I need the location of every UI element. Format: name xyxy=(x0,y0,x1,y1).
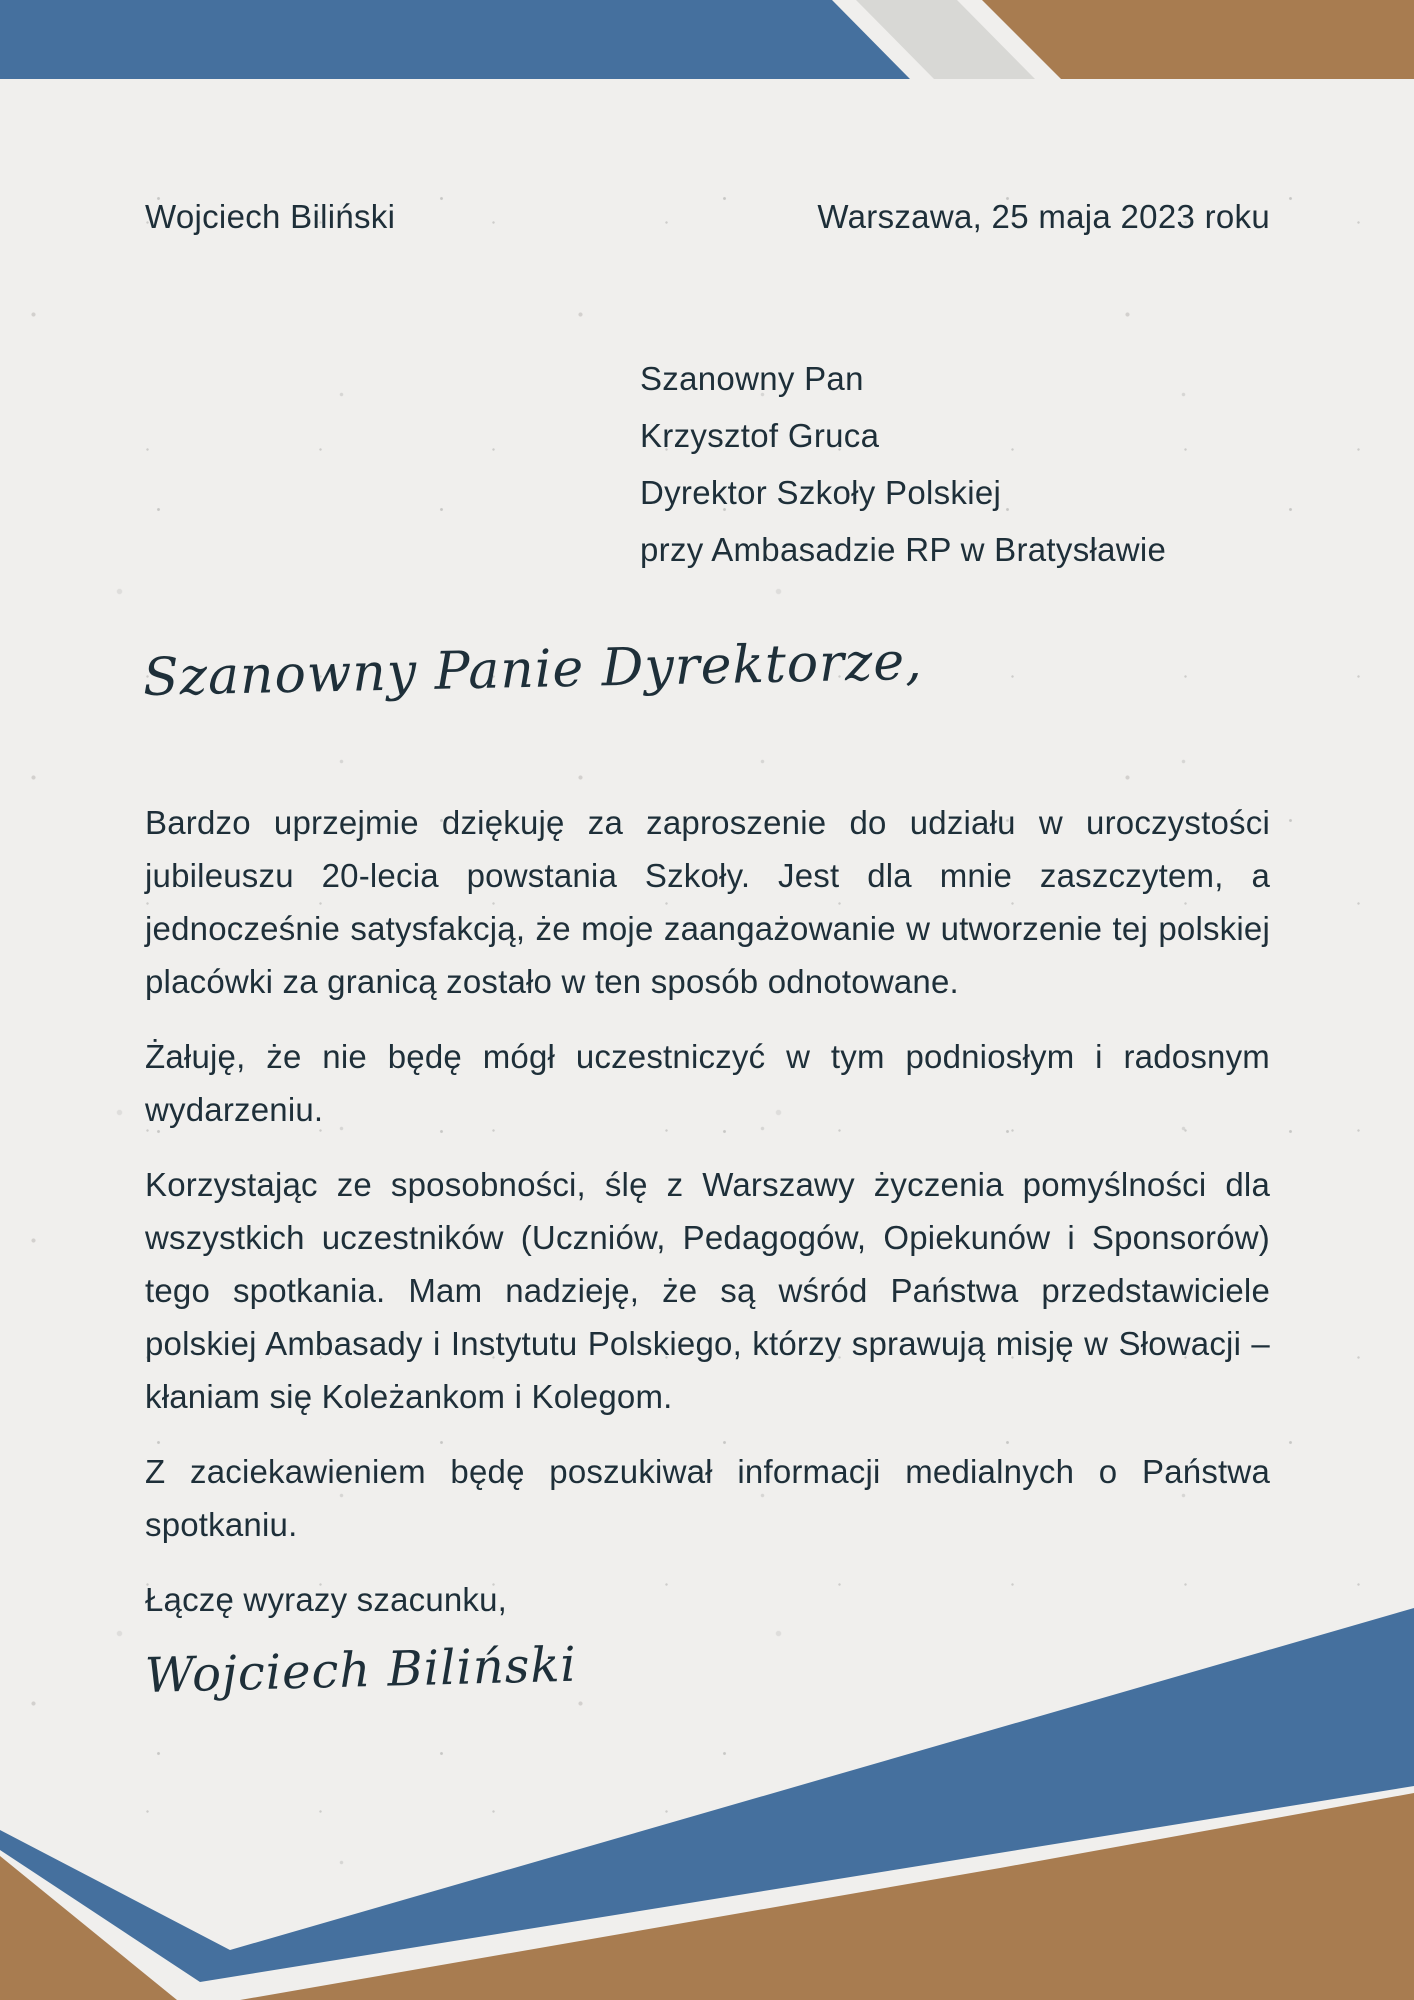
letter-paragraph: Korzystając ze sposobności, ślę z Warszawy życzenia pomyślności dla wszystkich uczestników (Uczniów, Pedagogów, Opiekunów i Sponsorów) tego spotkania. Mam nadzieję, że są wśród Państwa przedstawiciele polskiej Ambasady i Instytutu Polskiego, którzy sprawują misję w Słowacji – kłaniam się Koleżankom i Kolegom. xyxy=(145,1166,1270,1415)
recipient-line: Dyrektor Szkoły Polskiej xyxy=(640,474,1002,511)
letter-paragraph: Bardzo uprzejmie dziękuję za zaproszenie do udziału w uroczystości jubileuszu 20-lecia powstania Szkoły. Jest dla mnie zaszczytem, a jednocześnie satysfakcją, że moje zaangażowanie w utworzenie tej polskiej placówki za granicą zostało w ten sposób odnotowane. xyxy=(145,804,1270,1000)
sender-name: Wojciech Biliński xyxy=(145,198,396,235)
recipient-block xyxy=(640,350,1166,578)
top-decoration xyxy=(0,0,1414,79)
letter-paragraph: Z zaciekawieniem będę poszukiwał informacji medialnych o Państwa spotkaniu. xyxy=(145,1453,1270,1543)
recipient-line: Szanowny Pan xyxy=(640,360,864,397)
closing-line: Łączę wyrazy szacunku, xyxy=(145,1581,508,1618)
top-brown-band xyxy=(982,0,1414,79)
recipient-line: Krzysztof Gruca xyxy=(640,417,880,454)
dateline: Warszawa, 25 maja 2023 roku xyxy=(817,198,1270,235)
letter-body xyxy=(145,796,1270,1626)
salutation-script: Szanowny Panie Dyrektorze, xyxy=(142,631,924,708)
recipient-line: przy Ambasadzie RP w Bratysławie xyxy=(640,531,1167,568)
top-blue-band xyxy=(0,0,910,79)
bottom-decoration-shapes xyxy=(0,1560,1414,2000)
header-row xyxy=(145,190,1270,243)
letter-paragraph: Żałuję, że nie będę mógł uczestniczyć w tym podniosłym i radosnym wydarzeniu. xyxy=(145,1038,1270,1128)
signature-script: Wojciech Biliński xyxy=(144,1636,578,1704)
